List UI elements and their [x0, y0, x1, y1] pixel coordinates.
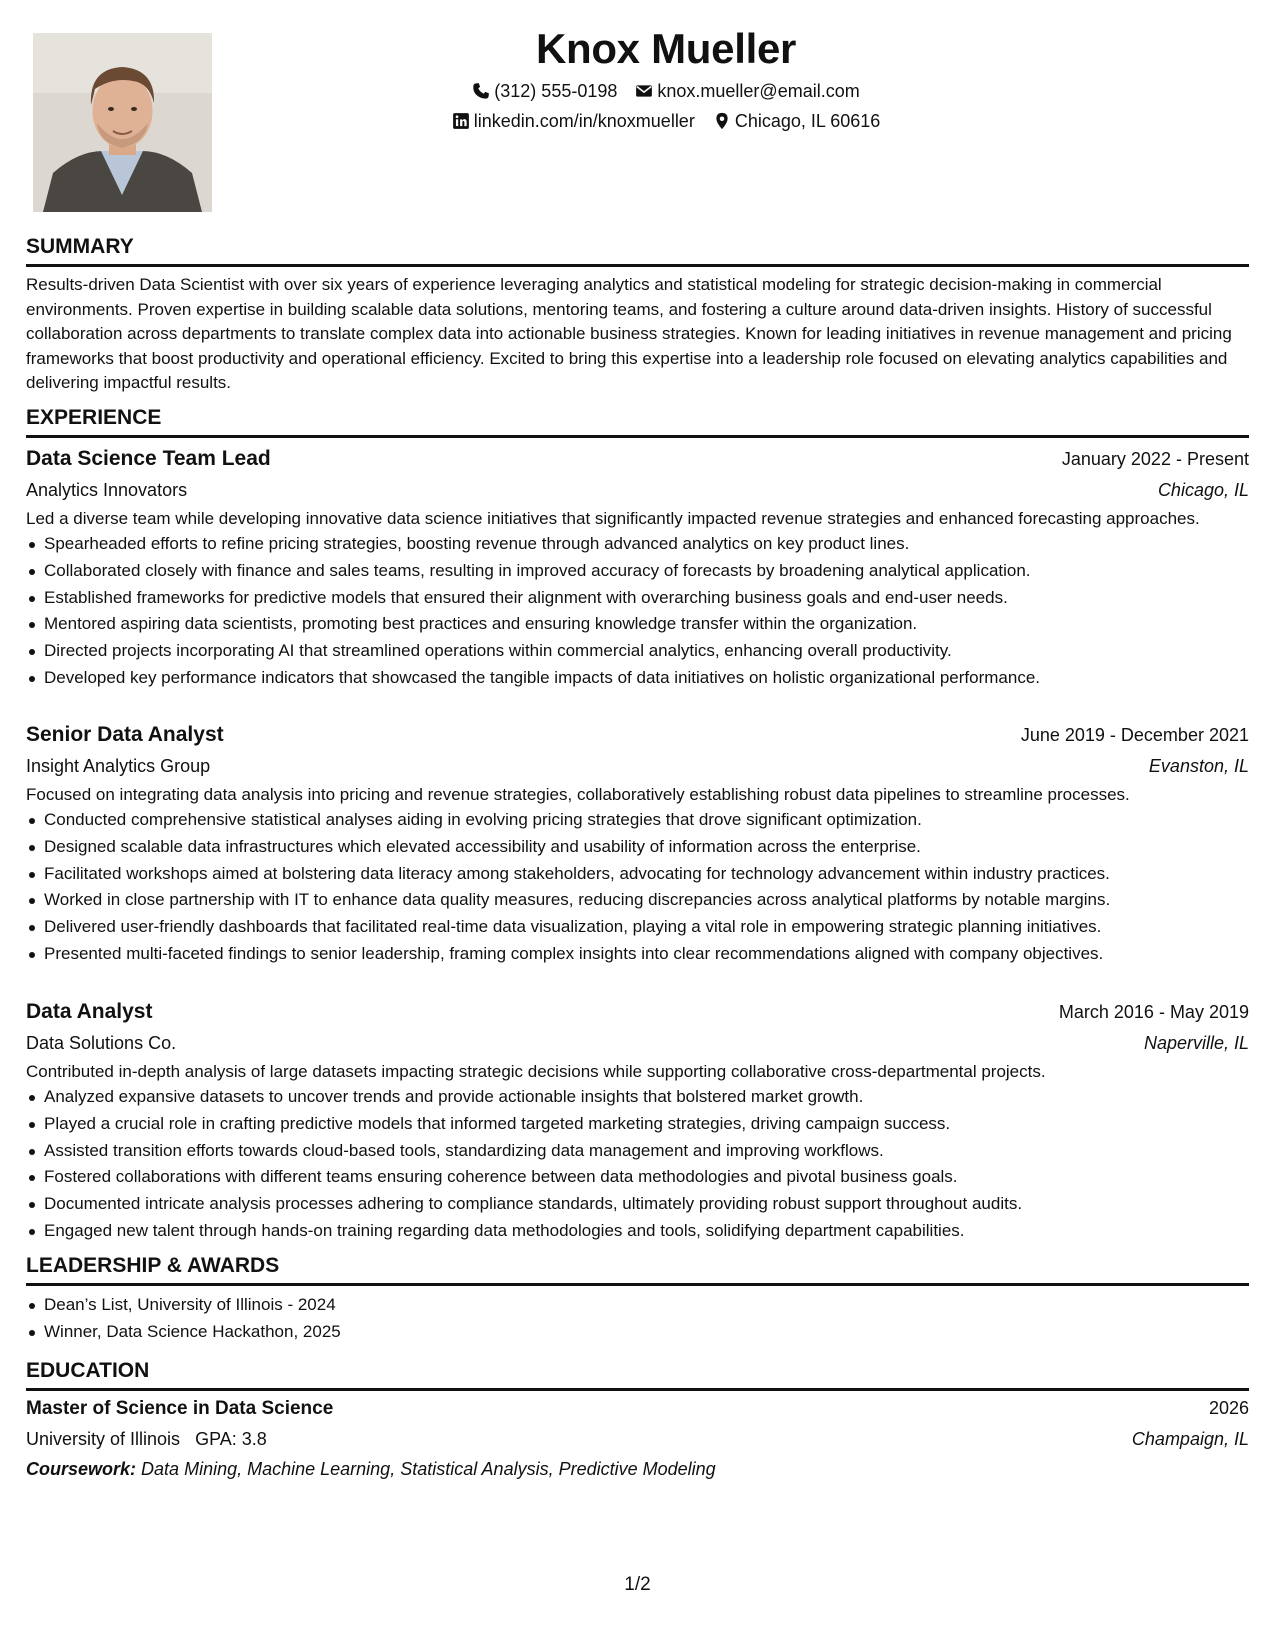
location-text: Chicago, IL 60616: [734, 111, 881, 131]
graduation-year: 2026: [1208, 1398, 1249, 1418]
job-entry: [26, 996, 1249, 1245]
job-dates: June 2019 - December 2021: [1020, 725, 1249, 745]
job-company: Data Solutions Co.: [26, 1033, 177, 1053]
bullet-item: Established frameworks for predictive models that ensured their alignment with overarching business goals and end-user needs.: [44, 585, 1249, 612]
contact-row-2: [226, 106, 1106, 136]
school-name: University of Illinois: [26, 1429, 181, 1449]
school-info: [26, 1424, 267, 1454]
bullet-item: Spearheaded efforts to refine pricing strategies, boosting revenue through advanced analytics on key product lines.: [44, 531, 1249, 558]
job-description: Led a diverse team while developing innovative data science initiatives that significantly impacted revenue strategies and enhanced forecasting approaches.: [26, 509, 1200, 528]
bullet-item: Delivered user-friendly dashboards that facilitated real-time data visualization, playing a vital role in empowering strategic planning initiatives.: [44, 914, 1249, 941]
job-dates: January 2022 - Present: [1061, 449, 1249, 469]
contact-row-1: [226, 76, 1106, 106]
gpa-value: GPA: 3.8: [195, 1429, 267, 1449]
bullet-item: Fostered collaborations with different teams ensuring coherence between data methodologies and pivotal business goals.: [44, 1164, 1249, 1191]
coursework-line: [26, 1454, 1249, 1484]
profile-photo: [33, 33, 212, 212]
linkedin-icon: [452, 112, 470, 130]
job-description: Contributed in-depth analysis of large datasets impacting strategic decisions while supporting collaborative cross-departmental projects.: [26, 1062, 1046, 1081]
job-location: Chicago, IL: [1157, 480, 1249, 500]
job-bullets: [26, 807, 1249, 968]
summary-section: [26, 234, 1249, 396]
education-section: [26, 1358, 1249, 1484]
map-pin-icon: [713, 112, 731, 130]
job-company: Analytics Innovators: [26, 480, 188, 500]
coursework-list: Data Mining, Machine Learning, Statistical Analysis, Predictive Modeling: [141, 1459, 716, 1479]
leadership-heading: LEADERSHIP & AWARDS: [26, 1253, 1249, 1286]
job-dates: March 2016 - May 2019: [1058, 1002, 1249, 1022]
job-entry: [26, 443, 1249, 692]
summary-text: Results-driven Data Scientist with over six years of experience leveraging analytics and statistical modeling for strategic decision-making in commercial environments. Proven expertise in building scalable data solutions, mentoring teams, and fostering a culture around data-driven insights. History of successful collaboration across departments to translate complex data into actionable business strategies. Known for leading initiatives in revenue management and pricing frameworks that boost productivity and operational efficiency. Excited to bring this expertise into a leadership role focused on elevating analytics capabilities and delivering impactful results.: [26, 275, 1232, 392]
bullet-item: Mentored aspiring data scientists, promoting best practices and ensuring knowledge transfer within the organization.: [44, 611, 1249, 638]
bullet-item: Collaborated closely with finance and sales teams, resulting in improved accuracy of forecasts by broadening analytical application.: [44, 558, 1249, 585]
job-title: Data Science Team Lead: [26, 447, 271, 470]
job-location: Evanston, IL: [1148, 756, 1249, 776]
bullet-item: Worked in close partnership with IT to enhance data quality measures, reducing discrepancies across analytical platforms by notable margins.: [44, 887, 1249, 914]
bullet-item: Presented multi-faceted findings to senior leadership, framing complex insights into clear recommendations aligned with company objectives.: [44, 941, 1249, 968]
email-address[interactable]: knox.mueller@email.com: [657, 81, 860, 101]
linkedin-contact[interactable]: [452, 106, 695, 136]
resume-page: [26, 0, 1249, 1650]
job-bullets: [26, 1084, 1249, 1245]
education-heading: EDUCATION: [26, 1358, 1249, 1391]
bullet-item: Engaged new talent through hands-on training regarding data methodologies and tools, solidifying department capabilities.: [44, 1218, 1249, 1245]
bullet-item: Conducted comprehensive statistical analyses aiding in evolving pricing strategies that drove significant optimization.: [44, 807, 1249, 834]
bullet-item: Designed scalable data infrastructures which elevated accessibility and usability of information across the enterprise.: [44, 834, 1249, 861]
experience-heading: EXPERIENCE: [26, 405, 1249, 438]
job-location: Naperville, IL: [1143, 1033, 1249, 1053]
summary-heading: SUMMARY: [26, 234, 1249, 267]
phone-icon: [472, 82, 490, 100]
phone-number: (312) 555-0198: [494, 81, 618, 101]
email-contact[interactable]: [635, 76, 859, 106]
bullet-item: Developed key performance indicators that showcased the tangible impacts of data initiatives on holistic organizational performance.: [44, 665, 1249, 692]
bullet-item: Directed projects incorporating AI that streamlined operations within commercial analytics, enhancing overall productivity.: [44, 638, 1249, 665]
phone-contact: [472, 76, 617, 106]
bullet-item: Played a crucial role in crafting predictive models that informed targeted marketing strategies, driving campaign success.: [44, 1111, 1249, 1138]
bullet-item: Facilitated workshops aimed at bolstering data literacy among stakeholders, advocating for technology advancement within industry practices.: [44, 861, 1249, 888]
school-location: Champaign, IL: [1131, 1429, 1249, 1449]
resume-header: [226, 22, 1106, 136]
linkedin-url[interactable]: linkedin.com/in/knoxmueller: [473, 111, 695, 131]
job-description: Focused on integrating data analysis into pricing and revenue strategies, collaboratively establishing robust data pipelines to streamline processes.: [26, 785, 1130, 804]
award-item: Dean’s List, University of Illinois - 2024: [44, 1292, 1249, 1319]
job-bullets: [26, 531, 1249, 692]
award-item: Winner, Data Science Hackathon, 2025: [44, 1319, 1249, 1346]
job-title: Senior Data Analyst: [26, 723, 224, 746]
location-contact: [713, 106, 880, 136]
experience-section: [26, 405, 1249, 438]
page-number: 1/2: [624, 1574, 651, 1595]
person-portrait-icon: [33, 33, 212, 212]
bullet-item: Assisted transition efforts towards cloud-based tools, standardizing data management and improving workflows.: [44, 1138, 1249, 1165]
bullet-item: Analyzed expansive datasets to uncover trends and provide actionable insights that bolstered market growth.: [44, 1084, 1249, 1111]
job-company: Insight Analytics Group: [26, 756, 211, 776]
candidate-name: Knox Mueller: [535, 25, 797, 72]
coursework-label: Coursework:: [26, 1459, 137, 1479]
job-entry: [26, 719, 1249, 968]
awards-list: [26, 1292, 1249, 1346]
job-title: Data Analyst: [26, 1000, 153, 1023]
envelope-icon: [635, 82, 653, 100]
leadership-section: [26, 1253, 1249, 1346]
bullet-item: Documented intricate analysis processes adhering to compliance standards, ultimately providing robust support throughout audits.: [44, 1191, 1249, 1218]
degree-title: Master of Science in Data Science: [26, 1398, 334, 1419]
